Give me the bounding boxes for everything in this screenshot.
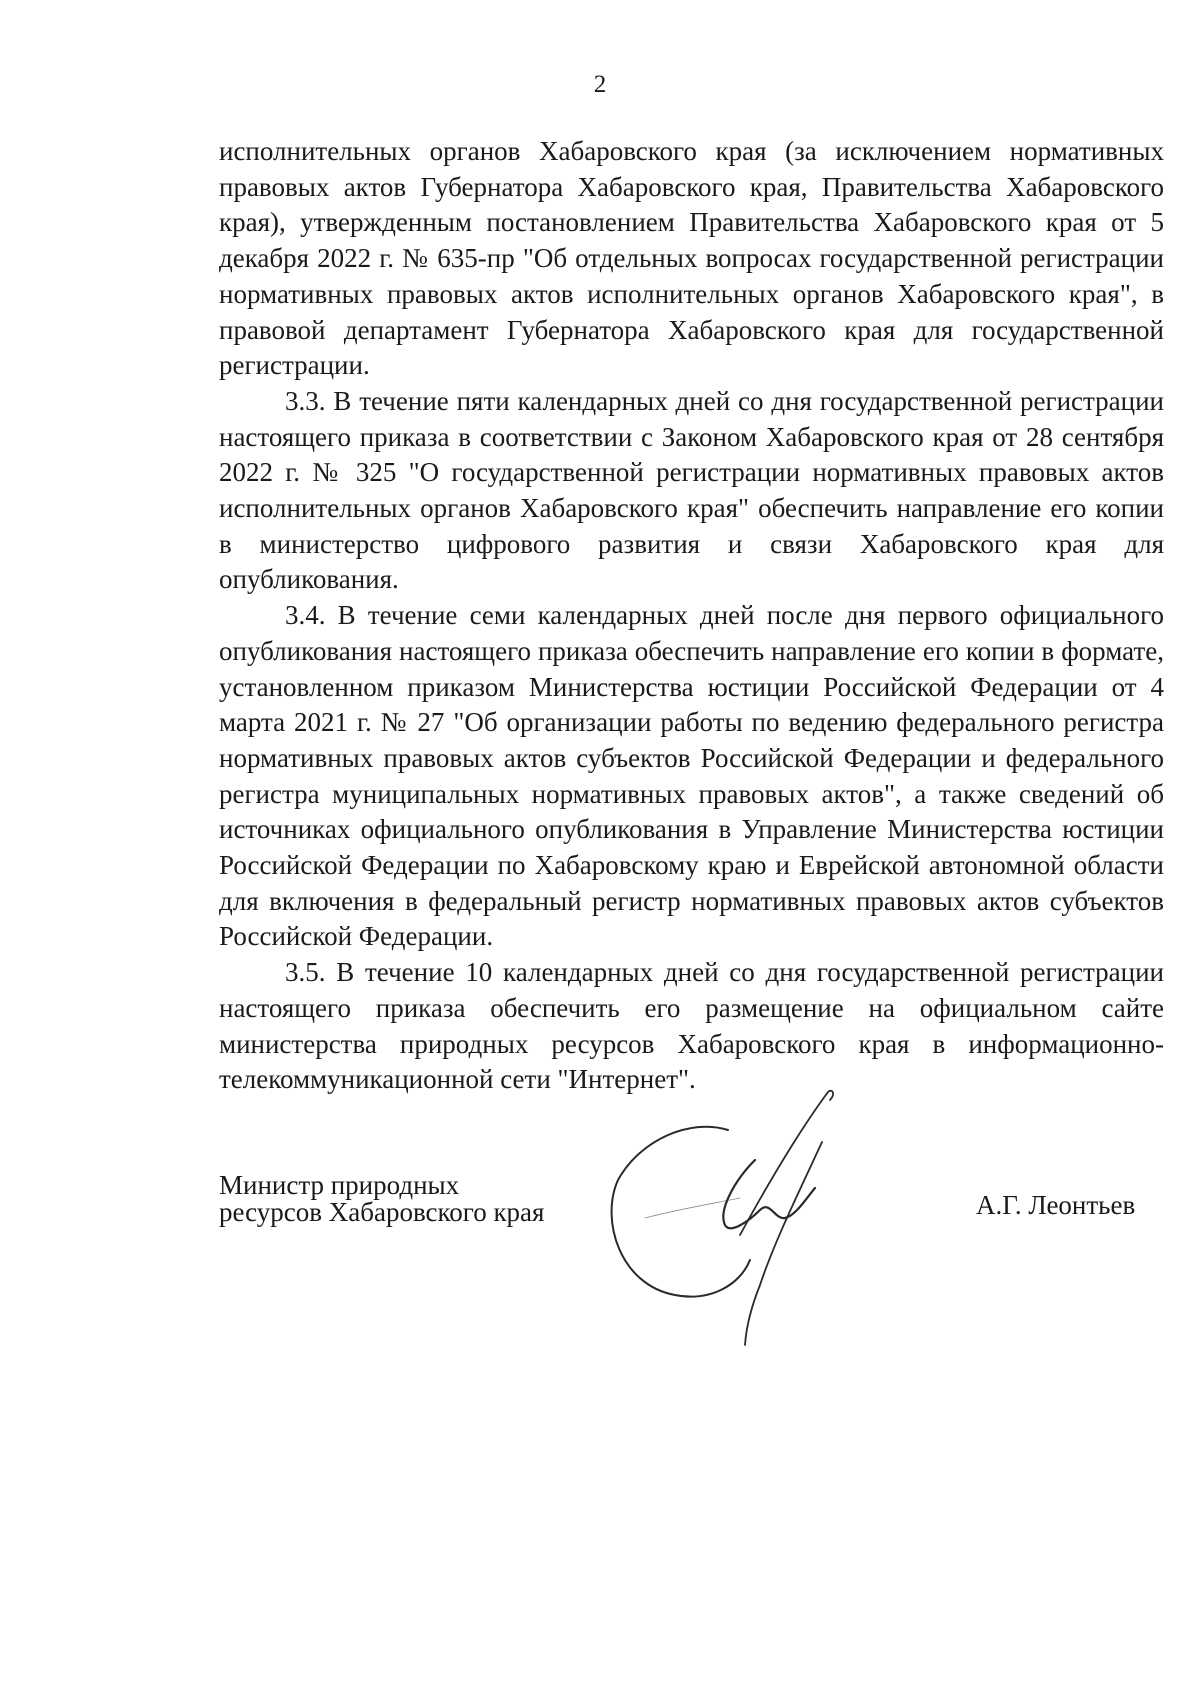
signatory-position-line1: Министр природных [219, 1170, 460, 1200]
paragraph-3-3: 3.3. В течение пяти календарных дней со дня государственной регистрации настоящего приказа в соответствии с Законом Хабаровского края от 28 сентября 2022 г. № 325 "О государственной регистрации нормативных правовых актов исполнительных органов Хабаровского края" обеспечить направление его копии в министерство цифрового развития и связи Хабаровского края для опубликования. [219, 385, 1164, 595]
signatory-name: А.Г. Леонтьев [976, 1190, 1136, 1220]
document-body [219, 134, 1164, 1098]
page-number: 2 [593, 71, 607, 98]
paragraph-3-5: 3.5. В течение 10 календарных дней со дня государственной регистрации настоящего приказа обеспечить его размещение на официальном сайте министерства природных ресурсов Хабаровского края в информационно-телекоммуникационной сети "Интернет". [219, 957, 1164, 1095]
paragraph-3-4: 3.4. В течение семи календарных дней после дня первого официального опубликования настоящего приказа обеспечить направление его копии в формате, установленном приказом Министерства юстиции Российской Федерации от 4 марта 2021 г. № 27 "Об организации работы по ведению федерального регистра нормативных правовых актов субъектов Российской Федерации и федерального регистра муниципальных нормативных правовых актов", а также сведений об источниках официального опубликования в Управление Министерства юстиции Российской Федерации по Хабаровскому краю и Еврейской автономной области для включения в федеральный регистр нормативных правовых актов субъектов Российской Федерации. [219, 600, 1164, 952]
paragraph-continuation: исполнительных органов Хабаровского края (за исключением нормативных правовых актов Губернатора Хабаровского края, Правительства Хабаровского края), утвержденным постановлением Правительства Хабаровского края от 5 декабря 2022 г. № 635-пр "Об отдельных вопросах государственной регистрации нормативных правовых актов исполнительных органов Хабаровского края", в правовой департамент Губернатора Хабаровского края для государственной регистрации. [219, 136, 1164, 381]
handwritten-signature [600, 1070, 900, 1350]
signatory-position-line2: ресурсов Хабаровского края [219, 1197, 545, 1227]
signatory-position [219, 1172, 544, 1226]
